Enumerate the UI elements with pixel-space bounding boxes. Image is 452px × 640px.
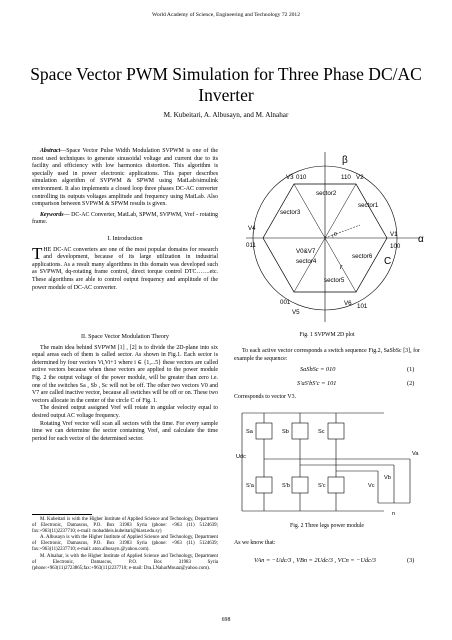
v5-label: V5 <box>292 309 300 316</box>
theory-paragraph-1: The main idea behind SVPWM [1] , [2] is to divide the 2D-plane into six equal areas each of them is called sector. As shown in Fig.1. Each sector is determined by four vectors Vi,Vi+1 where i ∈ {1,...5} these vectors are called active vectors because when these vectors are applied to the power module Fig. 2 the output voltage of the power module, will be greater than zero i.e. one of the switches Sa , Sb , Sc will not be off. The other two vectors V0 and V7 are called inactive vector, because all switches will be off or on. These two vectors allocate in the center of the circle C of Fig. 1. <box>32 344 218 404</box>
r-label: r <box>340 264 343 271</box>
equation-3: VAn = −Udc/3 , VBn = 2Udc/3 , VCn = −Udc/3 <box>254 557 376 564</box>
va-label: Va <box>412 451 419 457</box>
footnote-rule <box>32 514 92 515</box>
v0v7-label: V0&V7 <box>296 248 316 255</box>
vc-label: Vc <box>368 483 375 489</box>
footnote-1: M. Kubeitari is with the Higher Institute of Applied Science and Technology, Department of Electronic, Damascus, P.O. Box 31983 Syria (phone: +963 (11) 5124639; fax:+963(11)2237710; e-mail: mohaddeis.kubeitari@hiast.edu.sy) <box>32 517 218 535</box>
sector6-label: sector6 <box>352 253 373 260</box>
equation-3-number: (3) <box>407 557 415 564</box>
v5-code: 001 <box>280 299 291 306</box>
sc-label: Sc <box>318 429 325 435</box>
figure-2-power-module <box>234 405 420 520</box>
sector3-label: sector3 <box>280 209 301 216</box>
udc-label: Udc <box>236 454 246 460</box>
v6-code: 101 <box>357 303 368 310</box>
vref-vector <box>325 225 360 238</box>
theory-paragraph-3: Rotating Vref vector will scan all sectors with the time. For every sample time we can determine the sector containing Vref, and calculate the time period for each vector of the determined sector. <box>32 420 218 442</box>
sb-label: Sb <box>282 429 289 435</box>
intro-dropcap: T <box>32 243 43 263</box>
abstract-label: Abstract <box>40 148 61 154</box>
abstract-block <box>32 148 218 227</box>
paper-authors: M. Kubeitari, A. Albusayn, and M. Alnahar <box>163 111 289 119</box>
v2-label: V2 <box>356 174 364 181</box>
section-heading-introduction: I. Introduction <box>107 236 143 242</box>
figure-2-caption: Fig. 2 Three legs power module <box>290 523 364 529</box>
section-heading-theory: II. Space Vector Modulation Theory <box>81 334 169 340</box>
switch-sa <box>256 423 272 439</box>
footnote-3: M. Alnahar, is with the Higher Institute of Applied Science and Technology, Department of Electronic, Damascus, P.O. Box 31983 Syria (phone:+963(11)2723865;fax:+963(11)2237710; e-mail: Dra.LNaharMouaz@yahoo.com). <box>32 553 218 571</box>
sector5-label: sector5 <box>324 277 345 284</box>
intro-text: HE DC-AC converters are one of the most popular domains for research and development, because of its large utilization in industrial applications. As a result many algorithms in this domain was developed such as SVPWM, dq-rotating frame control, direct torque control DTC…….etc. These algorithms are able to control output frequency and amplitude of the power module of DC-AC converter. <box>32 246 218 291</box>
equation-1-number: (1) <box>407 366 415 373</box>
keywords-text: — DC-AC Converter, MatLab, SPWM, SVPWM, Vref - rotating frame. <box>32 211 218 226</box>
page-number: 698 <box>221 617 231 623</box>
sc-prime-label: S'c <box>318 483 326 489</box>
theory-paragraph-2: The desired output assigned Vref will rotate in angular velocity equal to desired output AC voltage frequency. <box>32 405 218 419</box>
corresponds-text: Corresponds to vector V3. <box>234 394 297 400</box>
sector1-label: sector1 <box>358 202 379 209</box>
beta-label: β <box>342 155 348 166</box>
theta-arc <box>332 234 333 238</box>
as-we-know-text: As we know that: <box>234 540 276 546</box>
v1-label: V1 <box>390 231 398 238</box>
switch-sb <box>292 423 308 439</box>
switch-sc-prime <box>328 477 344 493</box>
c-label: C <box>384 256 392 267</box>
sa-prime-label: S'a <box>246 483 254 489</box>
v2-code: 110 <box>341 174 351 181</box>
footnote-2: A. Albusayn is with the Higher Institute of Applied Science and Technology, Department of Electronic, Damascus, P.O. Box 31983 Syria (phone: +963 (11) 5124639; fax:+963(11)2237710; e-mail: aton.albusayn.@yahoo.com). <box>32 535 218 553</box>
v4-code: 011 <box>246 242 256 249</box>
v3-label: V3 <box>286 174 294 181</box>
equation-2-number: (2) <box>407 380 415 387</box>
v6-label: V6 <box>344 300 352 307</box>
introduction-section <box>32 236 218 292</box>
spoke-v5 <box>294 238 325 292</box>
footnotes <box>32 517 218 572</box>
switch-sb-prime <box>292 477 308 493</box>
figure-1-caption: Fig. 1 SVPWM 2D plot <box>299 332 355 338</box>
v3-code: 010 <box>296 174 307 181</box>
keywords-label: Keywords <box>40 211 64 218</box>
v4-label: V4 <box>248 225 256 232</box>
theory-section <box>32 334 218 443</box>
abstract-text: —Space Vector Pulse Width Modulation SVPWM is one of the most used techniques to generate sinusoidal voltage and current due to its facility and efficiency with low harmonics distortion. This algorithm is specially used in power electronic applications. This paper describes simulation algorithm of SVPWM & SPWM using MatLab/simulink environment. It also implements a closed loop three phases DC-AC converter controlling its outputs voltages amplitude and frequency using MatLab. Also comparison between SVPWM & SPWM results is given. <box>32 148 218 208</box>
theta-label: θ <box>334 232 337 238</box>
alpha-label: α <box>418 234 424 245</box>
figure-1-svpwm-plot <box>232 146 428 332</box>
switch-sc <box>328 423 344 439</box>
sa-label: Sa <box>246 429 253 435</box>
sb-prime-label: S'b <box>282 483 290 489</box>
vb-label: Vb <box>384 475 391 481</box>
switch-sa-prime <box>256 477 272 493</box>
right-paragraph-1: To each active vector corresponds a switch sequence Fig.2, SaSbSc [3], for example the sequence: <box>234 348 420 362</box>
equation-1: SaSbSc = 010 <box>300 366 336 373</box>
neutral-label: n <box>392 511 396 517</box>
paper-title: Space Vector PWM Simulation for Three Phase DC/AC Inverter <box>30 64 422 105</box>
running-header: World Academy of Science, Engineering and Technology 72 2012 <box>151 12 301 18</box>
right-text-block <box>234 348 420 363</box>
v1-code: 100 <box>390 243 401 250</box>
equation-2: S'aS'bS'c = 101 <box>297 380 337 387</box>
sector2-label: sector2 <box>316 190 337 197</box>
sector4-label: sector4 <box>296 258 317 265</box>
